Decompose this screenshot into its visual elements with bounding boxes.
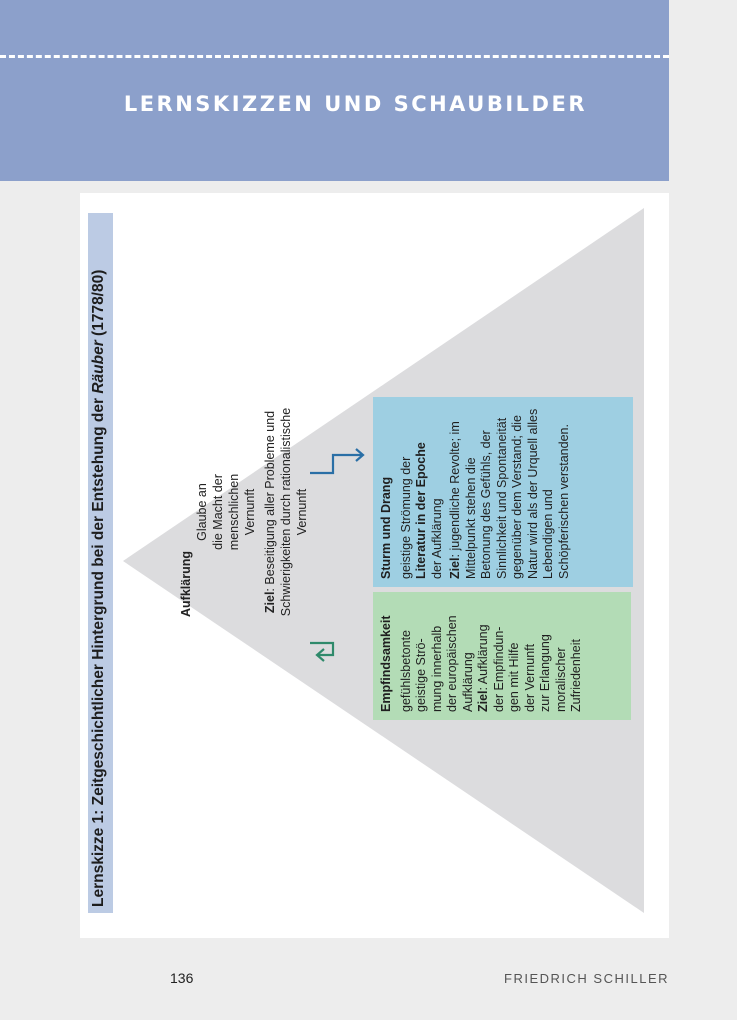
- empfindsamkeit-line: der europäischen: [445, 615, 459, 712]
- goal-label: Ziel: [263, 591, 277, 614]
- goal-line: moralischer: [553, 647, 568, 712]
- sturm-goal: [448, 405, 572, 579]
- blue-arrow-icon: [310, 449, 363, 473]
- empfindsamkeit-line: geistige Strö-: [414, 638, 428, 712]
- heading-work-title: Räuber: [90, 340, 107, 394]
- goal-line: der Empfindun-: [491, 626, 506, 712]
- goal-label: Ziel: [448, 557, 462, 579]
- goal-text: : Beseitigung aller Probleme und Schwierigkeiten durch rationalistische Vernunft: [263, 407, 309, 617]
- aufklaerung-title: Aufklärung: [179, 551, 193, 617]
- section-header: [0, 0, 669, 181]
- heading-suffix: (1778/80): [90, 269, 107, 341]
- sturm-intro-end: der Aufklärung: [429, 498, 444, 579]
- dashed-divider: [0, 55, 669, 58]
- goal-text: : jugendliche Revolte; im Mittelpunkt stehen die Betonung des Gefühls, der Sinnlichkeit und Spontaneität gegenüber dem Verstand; die Natur wird als der Urquell alles Lebendigen und Schöpferischen verstanden.: [448, 408, 571, 579]
- goal-line: : Aufklärung: [476, 624, 490, 691]
- empfindsamkeit-line: gefühlsbetonte: [398, 629, 413, 712]
- section-title: LERNSKIZZEN UND SCHAUBILDER: [123, 92, 587, 116]
- goal-line: Zufriedenheit: [569, 639, 583, 712]
- goal-line: zur Erlangung: [538, 634, 552, 712]
- sturm-und-drang-title: Sturm und Drang: [379, 476, 393, 579]
- goal-line: der Vernunft: [522, 643, 537, 712]
- aufklaerung-line: Glaube an: [195, 483, 209, 541]
- running-title: FRIEDRICH SCHILLER: [504, 971, 669, 986]
- empfindsamkeit-line: Aufklärung: [460, 652, 475, 712]
- heading-prefix: Lernskizze 1: Zeitgeschichtlicher Hintergrund bei der Entstehung der: [90, 393, 107, 907]
- learning-sketch: [88, 208, 648, 913]
- sturm-bold-phrase: Literatur in der Epoche: [414, 442, 428, 579]
- aufklaerung-line: die Macht der: [211, 474, 225, 550]
- empfindsamkeit-line: mung innerhalb: [429, 625, 444, 712]
- sturm-und-drang-box: [373, 397, 633, 587]
- goal-label: Ziel: [476, 690, 490, 712]
- aufklaerung-line: Vernunft: [243, 488, 257, 536]
- goal-line: gen mit Hilfe: [507, 642, 521, 712]
- sturm-intro: geistige Strömung der: [398, 456, 413, 579]
- empfindsamkeit-box: [373, 592, 631, 720]
- empfindsamkeit-title: Empfindsamkeit: [379, 615, 393, 712]
- aufklaerung-line: menschlichen: [227, 473, 241, 551]
- page-number: 136: [170, 970, 194, 986]
- green-arrow-icon: [310, 643, 333, 661]
